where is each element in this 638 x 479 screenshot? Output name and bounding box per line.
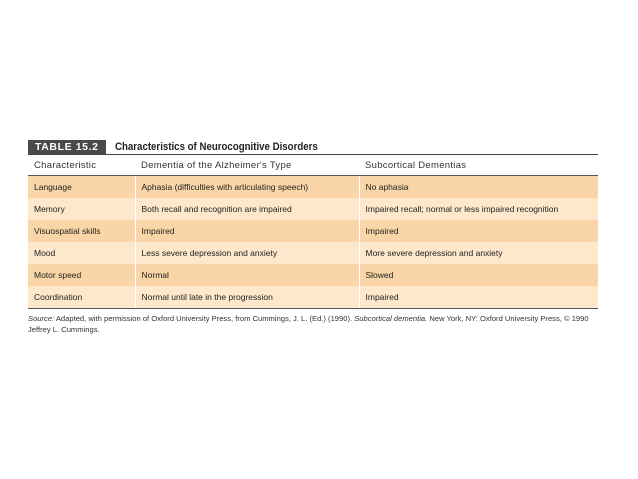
table-row — [28, 198, 598, 220]
cell-subcortical: Impaired — [359, 220, 598, 242]
cell-alzheimers: Normal until late in the progression — [135, 286, 359, 308]
cell-alzheimers: Less severe depression and anxiety — [135, 242, 359, 264]
table-row — [28, 220, 598, 242]
cell-alzheimers: Normal — [135, 264, 359, 286]
source-book-title: Subcortical dementia. — [354, 314, 428, 323]
cell-subcortical: Impaired — [359, 286, 598, 308]
table-row — [28, 264, 598, 286]
cell-alzheimers: Both recall and recognition are impaired — [135, 198, 359, 220]
cell-characteristic: Mood — [28, 242, 135, 264]
cell-subcortical: Impaired recall; normal or less impaired recognition — [359, 198, 598, 220]
cell-characteristic: Language — [28, 176, 135, 199]
table-caption: Characteristics of Neurocognitive Disorders — [115, 141, 318, 153]
table-title-row — [28, 140, 598, 154]
cell-subcortical: Slowed — [359, 264, 598, 286]
cell-characteristic: Coordination — [28, 286, 135, 308]
source-note — [28, 314, 603, 335]
source-text-before: Adapted, with permission of Oxford University Press, from Cummings, J. L. (Ed.) (1990). — [54, 314, 355, 323]
source-text-after: New York, NY: Oxford University Press, © 1990 Jeffrey L. Cummings. — [28, 314, 589, 334]
data-table — [28, 155, 598, 308]
bottom-rule — [28, 308, 598, 309]
source-label: Source: — [28, 314, 55, 323]
header-row — [28, 155, 598, 176]
cell-alzheimers: Impaired — [135, 220, 359, 242]
cell-alzheimers: Aphasia (difficulties with articulating speech) — [135, 176, 359, 199]
table-row — [28, 286, 598, 308]
column-header-alzheimers: Dementia of the Alzheimer's Type — [135, 155, 359, 176]
column-header-subcortical: Subcortical Dementias — [359, 155, 598, 176]
column-header-characteristic: Characteristic — [28, 155, 135, 176]
cell-characteristic: Motor speed — [28, 264, 135, 286]
table-number-tag: TABLE 15.2 — [28, 140, 106, 154]
table-row — [28, 242, 598, 264]
cell-subcortical: No aphasia — [359, 176, 598, 199]
table-block — [28, 140, 598, 335]
table-row — [28, 176, 598, 199]
cell-characteristic: Visuospatial skills — [28, 220, 135, 242]
cell-characteristic: Memory — [28, 198, 135, 220]
cell-subcortical: More severe depression and anxiety — [359, 242, 598, 264]
